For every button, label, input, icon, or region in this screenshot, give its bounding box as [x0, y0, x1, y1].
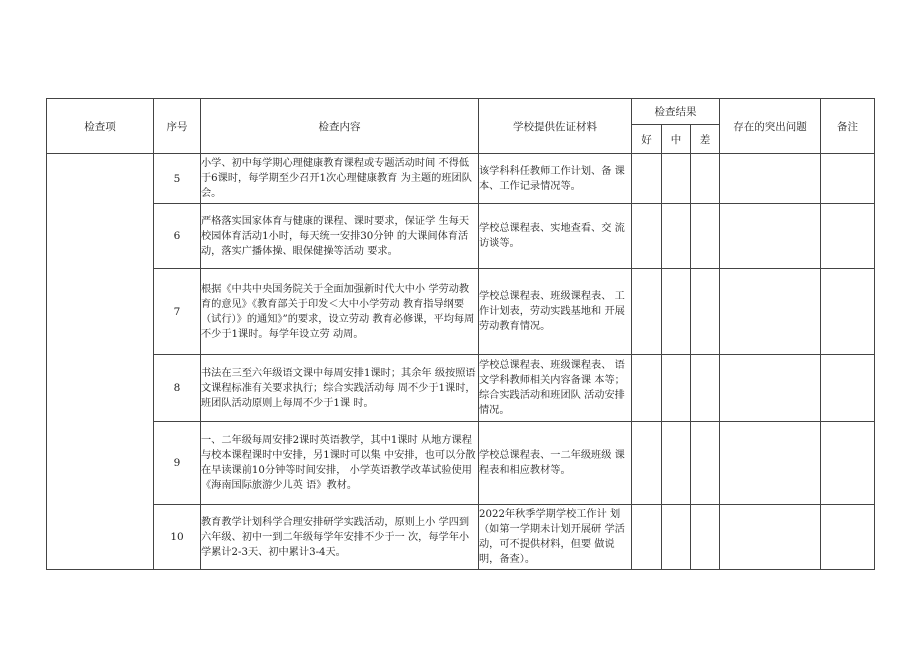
- header-result: 检查结果: [632, 99, 720, 125]
- header-row-top: [47, 99, 875, 125]
- remarks-cell[interactable]: [821, 505, 875, 570]
- poor-cell[interactable]: [691, 505, 720, 570]
- header-good: 好: [632, 125, 662, 154]
- poor-cell[interactable]: [691, 269, 720, 355]
- row-seq: 10: [154, 505, 201, 570]
- table-row: [47, 505, 875, 570]
- remarks-cell[interactable]: [821, 422, 875, 505]
- table-row: [47, 204, 875, 269]
- poor-cell[interactable]: [691, 204, 720, 269]
- row-evidence: 该学科科任教师工作计划、备 课本、工作记录情况等。: [479, 154, 632, 204]
- item-cell: [47, 154, 154, 570]
- row-evidence: 学校总课程表、一二年级班级 课程表和相应教材等。: [479, 422, 632, 505]
- row-seq: 6: [154, 204, 201, 269]
- medium-cell[interactable]: [662, 269, 691, 355]
- table-row: [47, 355, 875, 422]
- remarks-cell[interactable]: [821, 204, 875, 269]
- medium-cell[interactable]: [662, 204, 691, 269]
- problems-cell[interactable]: [720, 355, 821, 422]
- remarks-cell[interactable]: [821, 154, 875, 204]
- header-problems: 存在的突出问题: [720, 99, 821, 154]
- remarks-cell[interactable]: [821, 269, 875, 355]
- good-cell[interactable]: [632, 269, 662, 355]
- medium-cell[interactable]: [662, 505, 691, 570]
- table-row: [47, 154, 875, 204]
- row-evidence: 学校总课程表、班级课程表、 工作计划表，劳动实践基地和 开展劳动教育情况。: [479, 269, 632, 355]
- table-row: [47, 422, 875, 505]
- row-evidence: 2022年秋季学期学校工作计 划（如第一学期未计划开展研 学活动，可不提供材料，但要 做说明，备查）。: [479, 505, 632, 570]
- row-content: 一、二年级每周安排2课时英语教学，其中1课时 从地方课程与校本课程课时中安排，另1课时可以集 中安排，也可以分散在早读课前10分钟等时间安排， 小学英语教学改革试验使用《海南国际旅游少儿英 语》教材。: [201, 422, 479, 505]
- poor-cell[interactable]: [691, 154, 720, 204]
- inspection-table: [46, 98, 875, 570]
- good-cell[interactable]: [632, 154, 662, 204]
- row-content: 教育教学计划科学合理安排研学实践活动，原则上小 学四到六年级、初中一到二年级每学年安排不少于一 次，每学年小学累计2-3天、初中累计3-4天。: [201, 505, 479, 570]
- header-content: 检查内容: [201, 99, 479, 154]
- good-cell[interactable]: [632, 505, 662, 570]
- medium-cell[interactable]: [662, 154, 691, 204]
- problems-cell[interactable]: [720, 154, 821, 204]
- problems-cell[interactable]: [720, 422, 821, 505]
- problems-cell[interactable]: [720, 269, 821, 355]
- header-seq: 序号: [154, 99, 201, 154]
- header-medium: 中: [662, 125, 691, 154]
- header-poor: 差: [691, 125, 720, 154]
- row-content: 严格落实国家体育与健康的课程、课时要求，保证学 生每天校园体育活动1小时，每天统一安排30分钟 的大课间体育活动，落实广播体操、眼保健操等活动 要求。: [201, 204, 479, 269]
- row-seq: 7: [154, 269, 201, 355]
- row-evidence: 学校总课程表、班级课程表、 语文学科教师相关内容备课 本等；综合实践活动和班团队 活动安排情况。: [479, 355, 632, 422]
- poor-cell[interactable]: [691, 355, 720, 422]
- poor-cell[interactable]: [691, 422, 720, 505]
- row-content: 小学、初中每学期心理健康教育课程或专题活动时间 不得低于6课时，每学期至少召开1次心理健康教育 为主题的班团队会。: [201, 154, 479, 204]
- problems-cell[interactable]: [720, 204, 821, 269]
- header-evidence: 学校提供佐证材料: [479, 99, 632, 154]
- good-cell[interactable]: [632, 355, 662, 422]
- good-cell[interactable]: [632, 422, 662, 505]
- row-seq: 8: [154, 355, 201, 422]
- row-seq: 9: [154, 422, 201, 505]
- header-item: 检查项: [47, 99, 154, 154]
- remarks-cell[interactable]: [821, 355, 875, 422]
- problems-cell[interactable]: [720, 505, 821, 570]
- medium-cell[interactable]: [662, 422, 691, 505]
- row-content: 根据《中共中央国务院关于全面加强新时代大中小 学劳动教育的意见》《教育部关于印发＜大中小学劳动 教育指导纲要（试行）》的通知》”的要求，设立劳动 教育必修课，平均每周不少于1课时。每学年设立劳 动周。: [201, 269, 479, 355]
- row-evidence: 学校总课程表、实地查看、交 流访谈等。: [479, 204, 632, 269]
- header-remarks: 备注: [821, 99, 875, 154]
- row-seq: 5: [154, 154, 201, 204]
- good-cell[interactable]: [632, 204, 662, 269]
- medium-cell[interactable]: [662, 355, 691, 422]
- table-row: [47, 269, 875, 355]
- row-content: 书法在三至六年级语文课中每周安排1课时；其余年 级按照语文课程标准有关要求执行；综合实践活动每 周不少于1课时，班团队活动原则上每周不少于1课 时。: [201, 355, 479, 422]
